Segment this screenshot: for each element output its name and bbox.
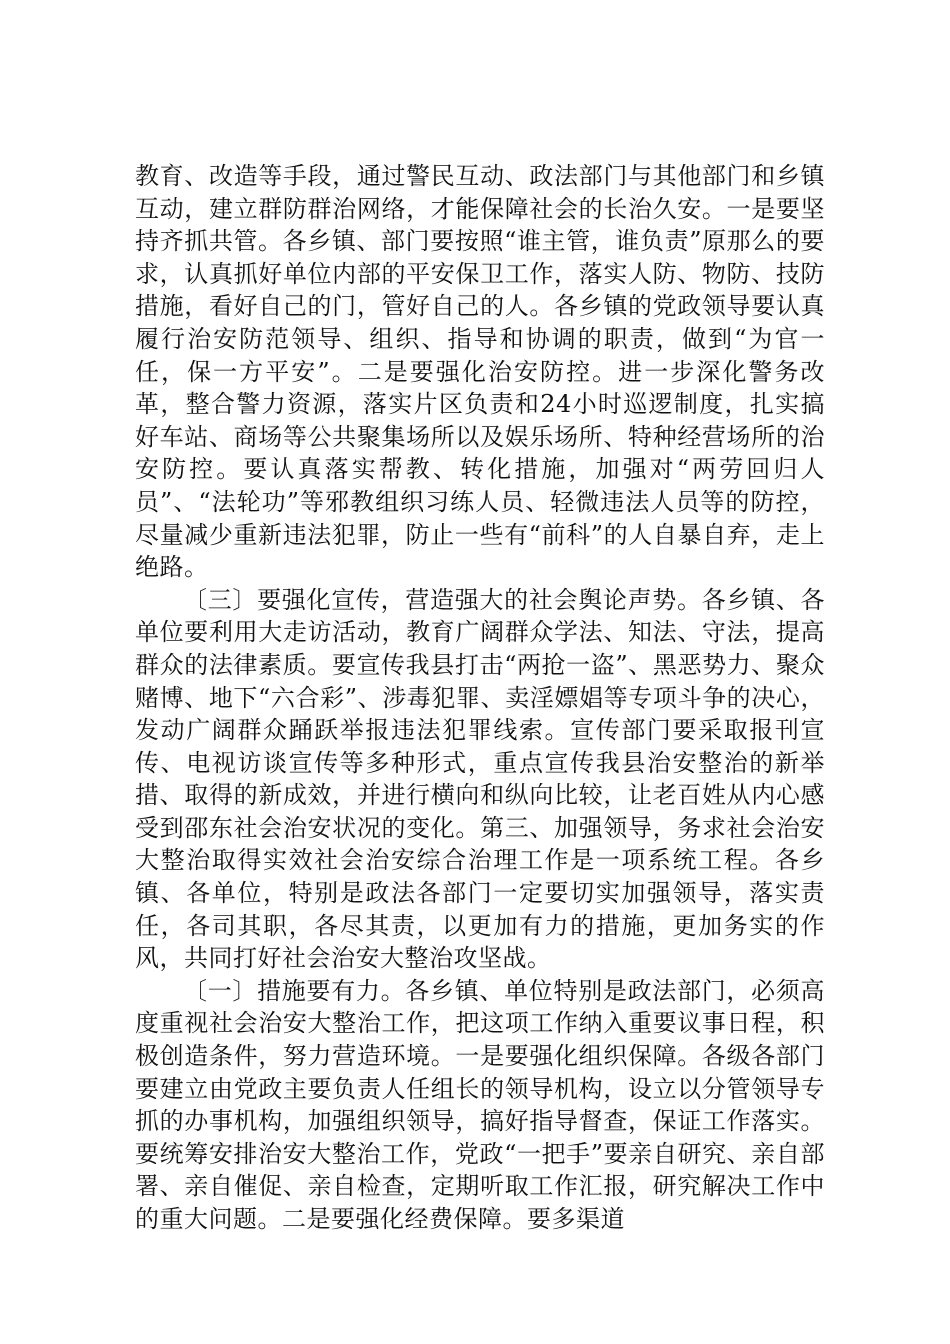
paragraph-2: 〔三〕要强化宣传，营造强大的社会舆论声势。各乡镇、各单位要利用大走访活动，教育广阔群众学法、知法、守法，提高群众的法律素质。要宣传我县打击“两抢一盗”、黑恶势力、聚众赌博、地下“六合彩”、涉毒犯罪、卖淫嫖娼等专项斗争的决心，发动广阔群众踊跃举报违法犯罪线索。宣传部门要采取报刊宣传、电视访谈宣传等多种形式，重点宣传我县治安整治的新举措、取得的新成效，并进行横向和纵向比较，让老百姓从内心感受到邵东社会治安状况的变化。第三、加强领导，务求社会治安大整治取得实效社会治安综合治理工作是一项系统工程。各乡镇、各单位，特别是政法各部门一定要切实加强领导，落实责任，各司其职，各尽其责，以更加有力的措施，更加务实的作风，共同打好社会治安大整治攻坚战。 — [135, 585, 825, 973]
paragraph-3: 〔一〕措施要有力。各乡镇、单位特别是政法部门，必须高度重视社会治安大整治工作，把这项工作纳入重要议事日程，积极创造条件，努力营造环境。一是要强化组织保障。各级各部门要建立由党政主要负责人任组长的领导机构，设立以分管领导专抓的办事机构，加强组织领导，搞好指导督查，保证工作落实。要统筹安排治安大整治工作，党政“一把手”要亲自研究、亲自部署、亲自催促、亲自检查，定期听取工作汇报，研究解决工作中的重大问题。二是要强化经费保障。要多渠道 — [135, 976, 825, 1233]
body-text — [135, 160, 825, 1236]
paragraph-1: 教育、改造等手段，通过警民互动、政法部门与其他部门和乡镇互动，建立群防群治网络，才能保障社会的长治久安。一是要坚持齐抓共管。各乡镇、部门要按照“谁主管，谁负责”原那么的要求，认真抓好单位内部的平安保卫工作，落实人防、物防、技防措施，看好自己的门，管好自己的人。各乡镇的党政领导要认真履行治安防范领导、组织、指导和协调的职责，做到“为官一任，保一方平安”。二是要强化治安防控。进一步深化警务改革，整合警力资源，落实片区负责和24小时巡逻制度，扎实搞好车站、商场等公共聚集场所以及娱乐场所、特种经营场所的治安防控。要认真落实帮教、转化措施，加强对“两劳回归人员”、“法轮功”等邪教组织习练人员、轻微违法人员等的防控，尽量减少重新违法犯罪，防止一些有“前科”的人自暴自弃，走上绝路。 — [135, 162, 825, 582]
